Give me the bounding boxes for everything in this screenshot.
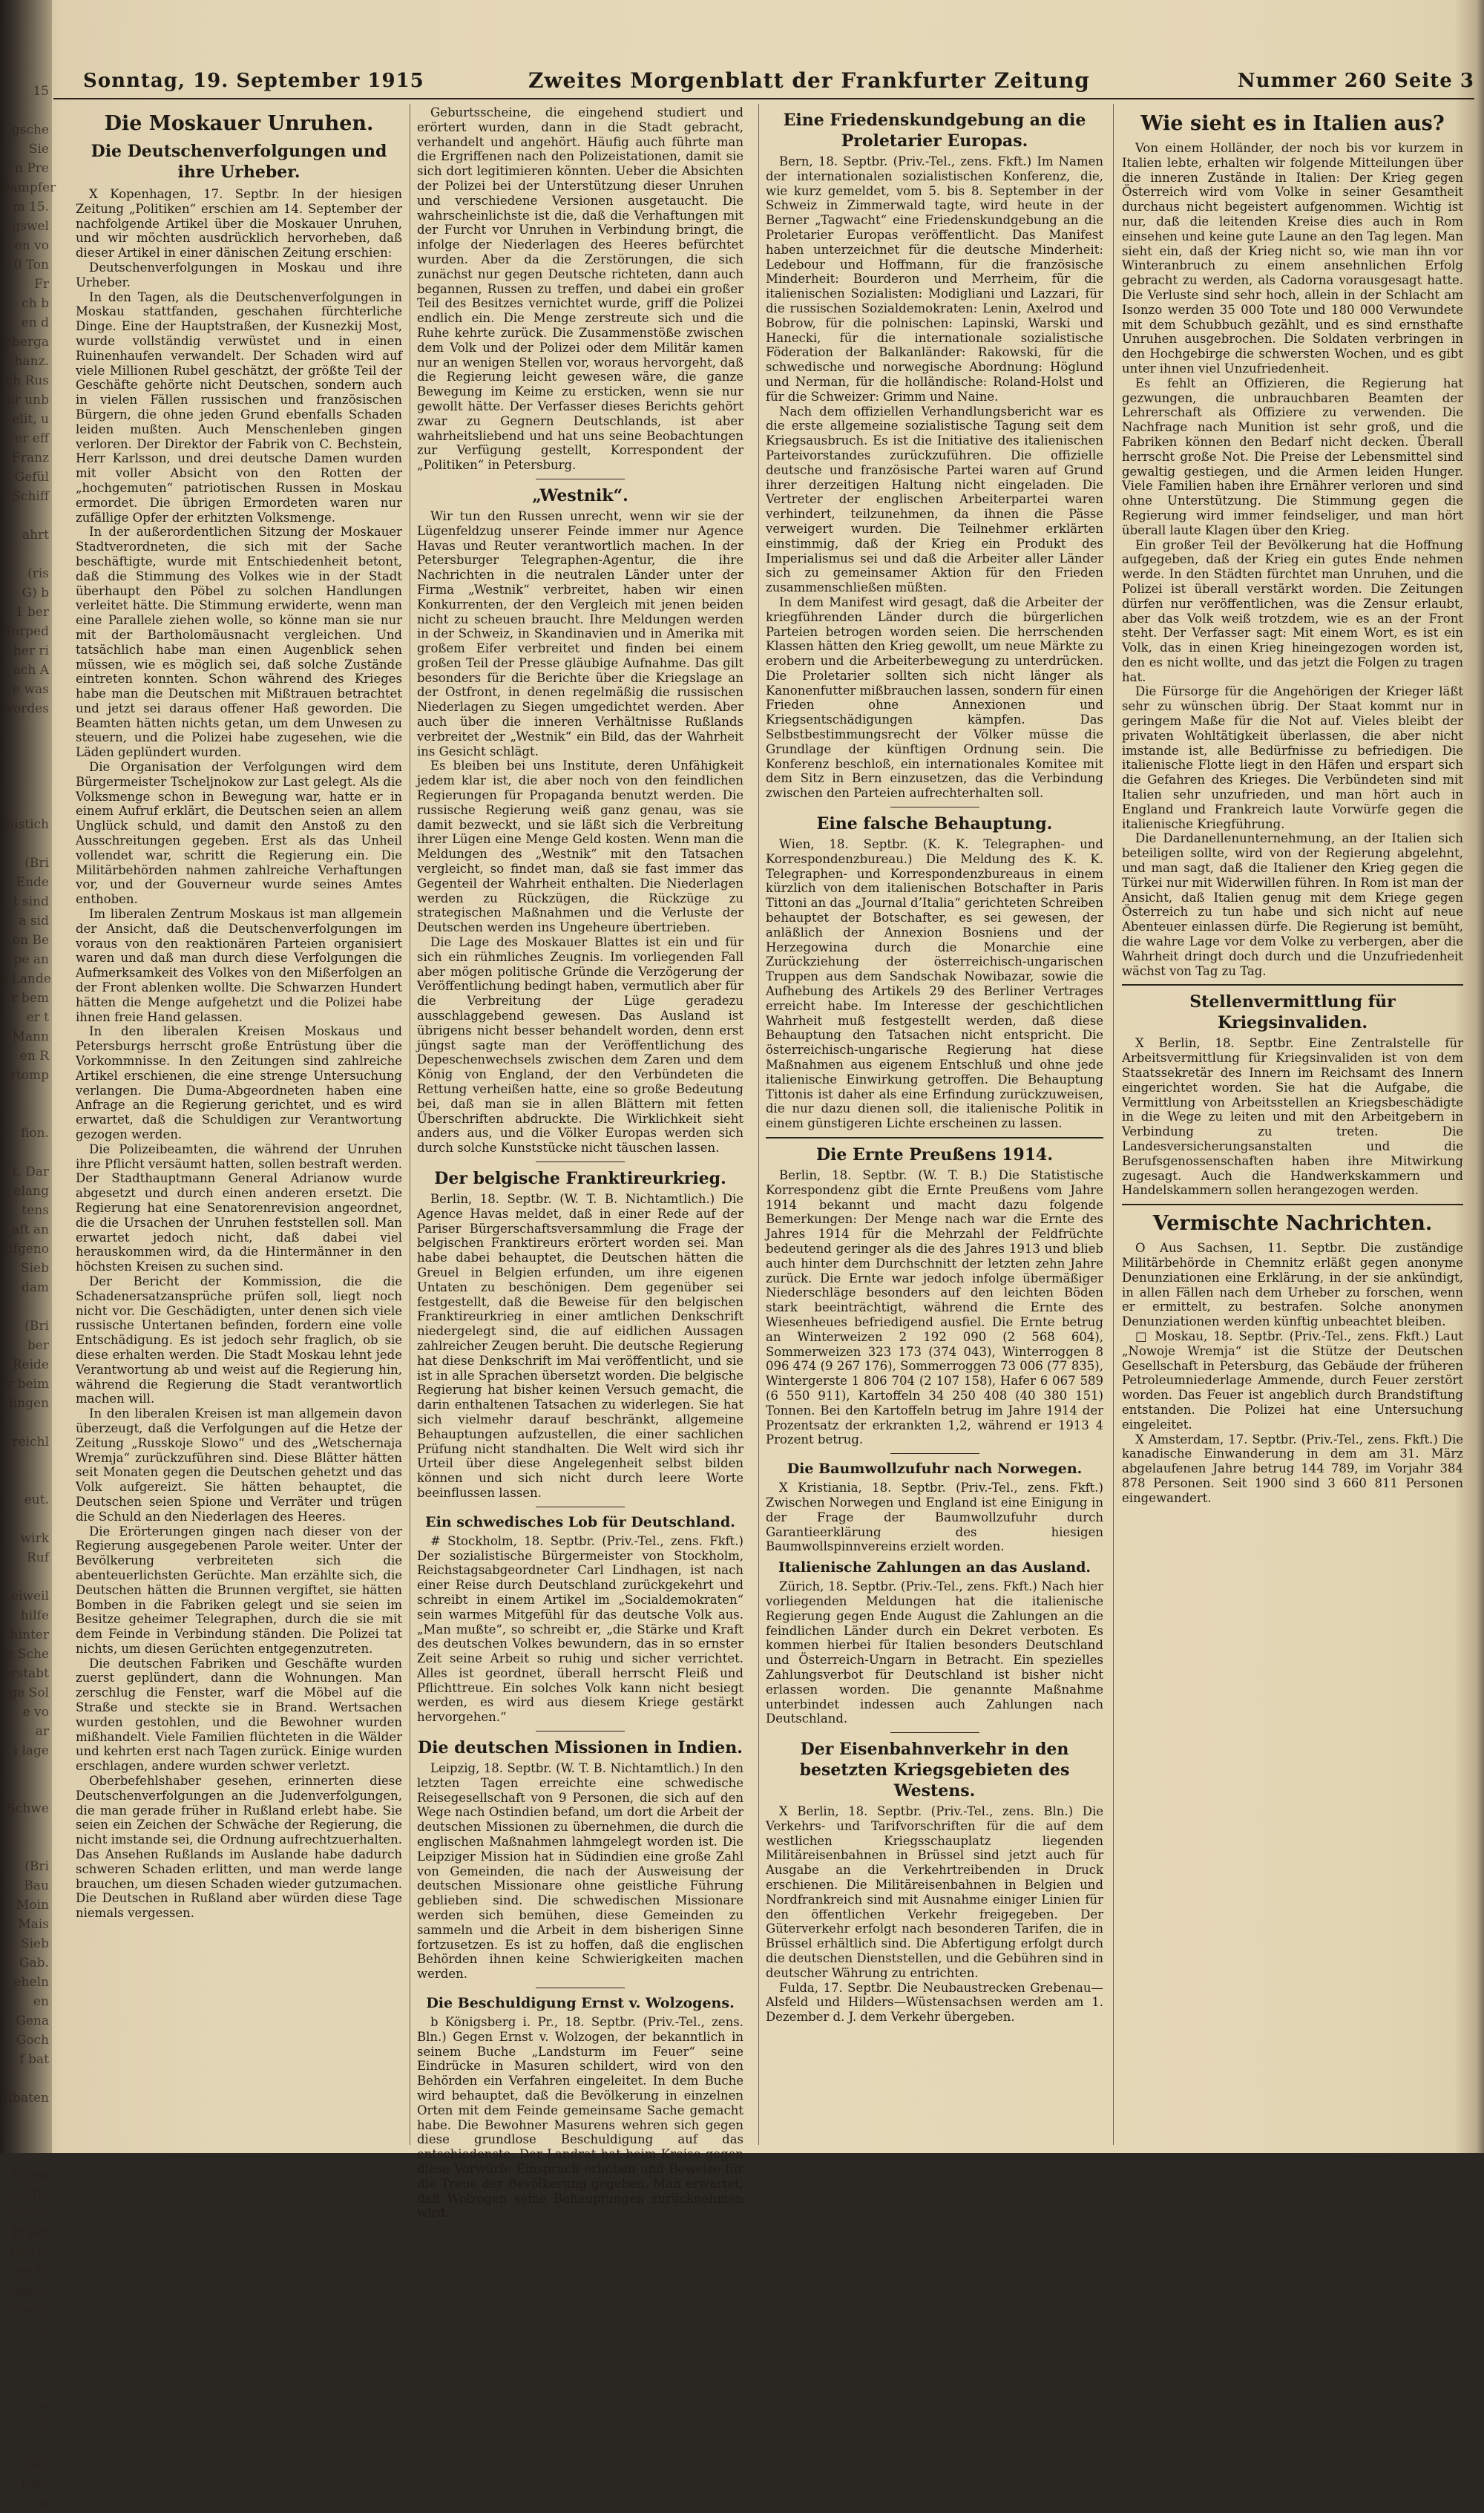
margin-fragment: tens — [22, 1203, 49, 1218]
margin-fragment — [0, 1567, 52, 1587]
column-rule — [1113, 104, 1114, 2145]
margin-fragment: ahrt — [22, 528, 49, 543]
paragraph: X Berlin, 18. Septbr. (Priv.-Tel., zens. Bln.) Die Verkehrs- und Tarifvorschriften für die auf dem westlichen Kriegsschauplatz liegenden Militäreisenbahnen in Brüssel sind jetzt auch für Ausgabe an die Verkehrtreibenden in Druck erschienen. Die Militäreisenbahnen in Belgien und Nordfrankreich sind mit Ausnahme einiger Linien für den öffentlichen Verkehr freigegeben. Der Güterverkehr erfolgt nach besonderen Tarifen, die in Brüssel erhältlich sind. Die Abfertigung erfolgt durch die deutschen Dienststellen, und die Gebühren sind in deutscher Währung zu entrichten. — [766, 1804, 1103, 1980]
article-body-peace — [766, 154, 1103, 801]
margin-fragment: Beten — [11, 2168, 49, 2183]
margin-fragment: lingen — [9, 1396, 49, 1411]
margin-fragment — [0, 2146, 52, 2166]
margin-fragment: eheln — [13, 1975, 49, 1990]
margin-fragment: a sid — [19, 914, 49, 928]
article-title-swedish: Ein schwedisches Lob für Deutschland. — [425, 1513, 735, 1530]
margin-fragment: en vo — [14, 238, 49, 253]
column-rule — [758, 104, 759, 2145]
margin-fragment: on Be — [12, 933, 49, 948]
margin-fragment: eut. — [24, 1493, 49, 1507]
paragraph: In dem Manifest wird gesagt, daß die Arbeiter der kriegführenden Länder durch die bürgerlichen Parteien betrogen worden seien. Die herrschenden Klassen hätten den Krieg gewollt, um neue Märkte zu erobern und die Arbeiterbewegung zu unterdrücken. Die Proletarier sollten sich nicht länger als Kanonenfutter mißbrauchen lassen, sondern für einen Frieden ohne Annexionen und Kriegsentschädigungen kämpfen. Das Selbstbestimmungsrecht der Völker müsse die Grundlage der künftigen Ordnung sein. Die Konferenz beschloß, ein internationales Komitee mit dem Sitz in Bern einzusetzen, das die Verbindung zwischen den Parteien aufrechterhalten soll. — [766, 594, 1103, 801]
article-title-wolzogen: Die Beschuldigung Ernst v. Wolzogens. — [426, 1995, 735, 2012]
margin-fragment: Sie — [28, 142, 49, 157]
article-body-italy — [1122, 141, 1463, 978]
margin-fragment: Bau — [24, 1878, 49, 1893]
margin-fragment: Franz — [12, 450, 49, 465]
margin-fragment — [0, 834, 52, 853]
margin-fragment: Schiff — [12, 489, 49, 504]
paragraph: X Kopenhagen, 17. Septbr. In der hiesigen Zeitung „Politiken“ erschien am 14. September der nachfolgende Artikel über die Moskauer Unruhen, und wir möchten ausdrücklich hervorheben, daß dieser Artikel in einer dänischen Zeitung erschien: — [76, 187, 402, 261]
article-body-moscow — [76, 187, 402, 1921]
margin-fragment: ch Rus — [5, 373, 49, 388]
paragraph: Nach dem offiziellen Verhandlungsbericht war es die erste allgemeine sozialistische Tagung seit dem Kriegsausbruch. Es ist die Initiative des italienischen Parteivorstandes zurückzuführen. Die offizielle deutsche und französische Partei waren auf Grund ihrer derzeitigen Haltung nicht eingeladen. Die Vertreter der englischen Arbeiterpartei waren verhindert, teilzunehmen, da ihnen die Pässe verweigert wurden. Die Teilnehmer erklärten einstimmig, daß der Krieg ein Produkt des Imperialismus sei und daß die Arbeiter aller Länder sich zu gemeinsamer Aktion für den Frieden zusammenschließen müßten. — [766, 404, 1103, 595]
article-title-westnik: „Westnik“. — [532, 485, 628, 505]
margin-fragment: t sind — [13, 894, 49, 909]
paragraph: Bern, 18. Septbr. (Priv.-Tel., zens. Fkft.) Im Namen der internationalen sozialistischen Konferenz, die, wie kurz gemeldet, vom 5. bis 8. September in der Schweiz in Zimmerwald tagte, wird heute in der Berner „Tagwacht“ eine Friedenskundgebung an die Proletarier Europas veröffentlicht. Das Manifest haben unterzeichnet für die deutsche Minderheit: Ledebour und Hoffmann, für die französische Minderheit: Bourderon und Merrheim, für die italienischen Sozialisten: Modigliani und Lazzari, für die russischen Sozialdemokraten: Lenin, Axelrod und Bobrow, für die polnischen: Lapinski, Warski und Hanecki, für die internationale sozialistische Föderation der Balkanländer: Rakowski, für die schwedische und norwegische Abordnung: Höglund und Nerman, für die holländische: Roland-Holst und für die Schweizer: Grimm und Naine. — [766, 154, 1103, 404]
paragraph: Im liberalen Zentrum Moskaus ist man allgemein der Ansicht, daß die Deutschenverfolgungen im voraus von den reaktionären Parteien organisiert waren und daß man durch diese Verfolgungen die Aufmerksamkeit des Volkes von den Mißerfolgen an der Front ablenken wollte. Die Schwarzen Hundert hätten die Menge aufgehetzt und die Polizei habe ihnen freie Hand gelassen. — [76, 907, 402, 1024]
margin-fragment: 1 ber — [15, 605, 49, 620]
paragraph: Es bleiben bei uns Institute, deren Unfähigkeit jedem klar ist, die aber noch von den feindlichen Regierungen für Propaganda benutzt werden. Die russische Regierung weiß ganz genau, was sie damit bezweckt, und sie läßt sich die Verbreitung ihrer Lügen eine Menge Geld kosten. Wenn man die Meldungen des „Westnik“ mit den Tatsachen vergleicht, so findet man, daß sie fast immer das Gegenteil der Wahrheit enthalten. Die Niederlagen werden zu Rückzügen, die Rückzüge zu strategischen Maßnahmen und die Verluste der Deutschen werden ins Ungeheure übertrieben. — [417, 759, 743, 935]
margin-fragment: m 15. — [13, 200, 49, 214]
margin-fragment: elang — [13, 1184, 49, 1199]
margin-fragment: eiweil — [11, 1589, 49, 1604]
margin-fragment: inistich — [1, 817, 49, 832]
article-title-cotton: Die Baumwollzufuhr nach Norwegen. — [787, 1461, 1083, 1478]
page-number: Nummer 260 Seite 3 — [1237, 70, 1474, 92]
margin-fragment: Hierm — [8, 2245, 49, 2260]
margin-fragment: fion. — [21, 1126, 49, 1141]
article-title-missions: Die deutschen Missionen in Indien. — [418, 1738, 743, 1758]
paragraph: Berlin, 18. Septbr. (W. T. B. Nichtamtlich.) Die Agence Havas meldet, daß in einer Rede auf der Pariser Bürgerschaftsversammlung die Frage der belgischen Franktireurs erörtert worden sei. Man habe dabei behauptet, die Deutschen hätten die Greuel in Belgien erfunden, um ihre eigenen Untaten zu beschönigen. Dem gegenüber sei festgestellt, daß die Beweise für den belgischen Franktireurkrieg in einer amtlichen Denkschrift niedergelegt sind, die auf eidlichen Aussagen zahlreicher Zeugen beruht. Die deutsche Regierung hat diese Denkschrift im Mai veröffentlicht, und sie ist in alle Sprachen übersetzt worden. Die belgische Regierung hat bisher keinen Versuch gemacht, die darin enthaltenen Tatsachen zu widerlegen. Sie hat sich vielmehr darauf beschränkt, allgemeine Behauptungen aufzustellen, die einer sachlichen Prüfung nicht standhalten. Die Welt wird sich ihr Urteil über diese Angelegenheit selbst bilden können und sich nicht durch leere Worte beeinflussen lassen. — [417, 1191, 743, 1500]
column-4 — [1122, 105, 1463, 2143]
margin-fragment: G) b — [22, 586, 49, 600]
article-title-italy: Wie sieht es in Italien aus? — [1140, 112, 1445, 135]
paragraph: X Amsterdam, 17. Septbr. (Priv.-Tel., zens. Fkft.) Die kanadische Einwanderung in dem am 31. März abgelaufenen Jahre betrug 144 789, im Vorjahr 384 878 Personen. Seit 1900 sind 3 660 811 Personen eingewandert. — [1122, 1432, 1463, 1505]
margin-fragment — [0, 1780, 52, 1799]
margin-fragment: ufgeno — [4, 1242, 49, 1256]
issue-date: Sonntag, 19. September 1915 — [83, 70, 424, 92]
margin-fragment — [0, 1104, 52, 1124]
margin-fragment: f bat — [19, 2052, 49, 2067]
margin-fragment: hanz. — [14, 354, 49, 369]
margin-fragment: n Pre — [15, 161, 49, 176]
paragraph: In der außerordentlichen Sitzung der Moskauer Stadtverordneten, die sich mit der Sache beschäftigte, wurde mit Entschiedenheit betont, daß die Stimmung des Volkes wie in der Stadt überhaupt den Pöbel zu solchen Handlungen verleitet hätte. Die Stimmung erwiderte, wenn man eine Parallele ziehen wolle, so könne man sie nur mit der Bartholomäusnacht vergleichen. Und tatsächlich habe man einen Augenblick sehen müssen, wie es möglich sei, daß solche Zustände eintreten konnten. Schon während des Krieges habe man die Deutschen mit Mißtrauen betrachtet und jetzt sei daraus offener Haß geworden. Die Beamten hätten nichts getan, um dem Unwesen zu steuern, und die Polizei habe zugesehen, wie die Läden geplündert wurden. — [76, 525, 402, 760]
article-body-moscow-cont — [417, 105, 743, 473]
margin-fragment — [0, 1818, 52, 1838]
paragraph: O Aus Sachsen, 11. Septbr. Die zuständige Militärbehörde in Chemnitz erläßt gegen anonyme Denunziationen eine Erklärung, in der sie ankündigt, in allen Fällen nach dem Urheber zu forschen, wenn er ermittelt, zu bestrafen. Solche anonymen Denunziationen werden künftig unbeachtet bleiben. — [1122, 1241, 1463, 1329]
margin-fragment — [0, 2359, 52, 2378]
margin-fragment: her ri — [13, 643, 49, 658]
column-1 — [76, 105, 402, 2143]
article-body-jobs — [1122, 1036, 1463, 1198]
article-body-swedish — [417, 1534, 743, 1725]
separator — [766, 1137, 1103, 1138]
margin-fragment: (Bri — [24, 856, 49, 871]
margin-fragment — [0, 738, 52, 757]
margin-fragment: Sieb — [20, 1261, 49, 1276]
margin-fragment — [0, 1297, 52, 1317]
margin-fragment: er eff — [15, 431, 49, 446]
separator — [1122, 1204, 1463, 1205]
margin-fragment: e was — [13, 682, 49, 697]
margin-fragment: (ris — [27, 566, 49, 581]
margin-fragment: h — [41, 2419, 49, 2434]
margin-fragment — [0, 1085, 52, 1104]
paragraph: Wir tun den Russen unrecht, wenn wir sie der Lügenfeldzug unserer Feinde immer nur Agence Havas und Reuter verantwortlich machen. In der Petersburger Telegraphen-Agentur, die ihre Nachrichten in die neutralen Länder unter der Firma „Westnik“ verbreitet, haben wir einen Konkurrenten, der den Vergleich mit jenen beiden nicht zu scheuen braucht. Ihre Meldungen werden in der Schweiz, in Skandinavien und in Amerika mit großem Eifer verbreitet und finden bei einem großen Teil der Presse gläubige Aufnahme. Das gilt besonders für die Berichte über die Kriegslage an der Ostfront, in denen regelmäßig die russischen Niederlagen zu Siegen umgedichtet werden. Aber auch über die inneren Verhältnisse Rußlands verbreitet der „Westnik“ ein Bild, das der Wahrheit ins Gesicht schlägt. — [417, 508, 743, 759]
margin-fragment: Torped — [4, 624, 49, 639]
margin-fragment — [0, 506, 52, 525]
margin-fragment: elit, u — [12, 412, 49, 427]
article-body-wolzogen — [417, 2015, 743, 2221]
article-body-misc — [1122, 1241, 1463, 1505]
margin-fragment: Reide — [12, 1357, 49, 1372]
margin-fragment — [0, 545, 52, 564]
margin-fragment: Dampfer — [0, 180, 56, 195]
margin-fragment: ar — [35, 1724, 49, 1739]
margin-fragment: 15 — [33, 84, 49, 99]
paragraph: Von einem Holländer, der noch bis vor kurzem in Italien lebte, erhalten wir folgende Mitteilungen über die inneren Zustände in Italien: Der Krieg gegen Österreich wird vom Volke in seiner Gesamtheit durchaus nicht begeistert aufgenommen. Wichtig ist nur, daß die leitenden Kreise dies auch in Rom einsehen und keine gute Laune an den Tag legen. Man sieht ein, daß der Krieg nicht so, wie man ihn vor Winteranbruch zu einem ansehnlichen Erfolg gebracht zu werden, als Cadorna vorausgesagt hatte. Die Verluste sind sehr hoch, allein in der Schlacht am Isonzo werden 35 000 Tote und 180 000 Verwundete mit dem Schubbuch gezählt, und es sind ernsthafte Unruhen ausgebrochen. Die Soldaten verbringen in den Hochgebirge die schwersten Wochen, und es gibt unter ihnen viel Unzufriedenheit. — [1122, 141, 1463, 376]
margin-fragment: (Bri — [24, 1319, 49, 1334]
margin-fragment: aft an — [12, 1222, 49, 1237]
article-title-moscow: Die Moskauer Unruhen. — [104, 112, 374, 135]
margin-fragment: Schwe — [7, 1801, 49, 1816]
margin-fragment: te Sche — [1, 1647, 49, 1662]
margin-fragment: tsverb — [8, 2303, 49, 2318]
margin-fragment: e vo — [22, 1705, 49, 1720]
margin-fragment — [0, 1452, 52, 1471]
paragraph: Wien, 18. Septbr. (K. K. Telegraphen- und Korrespondenzbureau.) Die Meldung des K. K. Telegraphen- und Korrespondenzbureaus in einem kürzlich von dem italienischen Botschafter in Paris Tittoni an das „Journal d’Italia“ gerichteten Schreiben behauptet der Botschafter, es sei gewesen, der anläßlich der Annexion Bosniens und der Herzegowina durch die Monarchie eine Zurückziehung der österreichisch-ungarischen Truppen aus dem Sandschak Nowibazar, sowie die Aufhebung des Artikels 29 des Berliner Vertrages erreicht habe. Im Interesse der geschichtlichen Wahrheit muß festgestellt werden, daß diese Behauptung den Tatsachen nicht entspricht. Die österreichisch-ungarische Regierung hat diese Maßnahmen aus eigenem Entschluß und ohne jede italienische Einwirkung getroffen. Die Behauptung Tittonis ist daher als eine Erfindung zurückzuweisen, die nur dazu dienen soll, die italienische Politik in einem günstigeren Lichte erscheinen zu lassen. — [766, 837, 1103, 1131]
margin-fragment: Goch — [16, 2033, 49, 2048]
margin-fragment: reichl — [12, 1435, 49, 1449]
margin-fragment: er t — [26, 1010, 49, 1025]
paragraph: In den liberalen Kreisen ist man allgemein davon überzeugt, daß die Verfolgungen auf die Hetze der Zeitung „Russkoje Slowo“ und des „Wetschernaja Wremja“ zurückzuführen sind. Diese Blätter hätten seit Monaten gegen die Deutschen gehetzt und das Volk aufgereizt. Sie hätten behauptet, die Deutschen seien Spione und Verräter und trügen die Schuld an den Niederlagen des Heeres. — [76, 1406, 402, 1524]
margin-fragment: ge Sol — [9, 1685, 49, 1700]
paragraph: X Kristiania, 18. Septbr. (Priv.-Tel., zens. Fkft.) Zwischen Norwegen und England ist eine Einigung in der Frage der Baumwollzufuhr durch Garantieerklärung des hiesigen Baumwollspinnvereins erzielt worden. — [766, 1481, 1103, 1554]
margin-fragment: Gab. — [19, 1956, 49, 1970]
margin-fragment — [0, 2378, 52, 2397]
margin-fragment — [0, 1143, 52, 1162]
margin-fragment: mittla — [11, 2187, 49, 2202]
paragraph: Berlin, 18. Septbr. (W. T. B.) Die Statistische Korrespondenz gibt die Ernte Preußens vom Jahre 1914 bekannt und macht dazu folgende Bemerkungen: Der Menge nach war die Ernte des Jahres 1914 für die Mehrzahl der Feldfrüchte bedeutend geringer als die des Jahres 1913 und blieb auch hinter dem Durchschnitt der letzten zehn Jahre zurück. Die Ernte war jedoch infolge übermäßiger Niederschläge besonders auf den leichten Böden stark beeinträchtigt, während die Ernte des Wiesenheues befriedigend ausfiel. Die Ernte betrug an Winterweizen 2 192 090 (2 568 604), Sommerweizen 323 173 (374 043), Winterroggen 8 096 474 (9 267 176), Sommerroggen 73 006 (77 835), Wintergerste 1 806 704 (2 107 158), Hafer 6 067 589 (6 550 911), Kartoffeln 34 250 408 (40 380 151) Tonnen. Bei den Kartoffeln betrug im Jahre 1914 der Prozentsatz der erkrankten 1,2, während er 1913 4 Prozent betrug. — [766, 1168, 1103, 1447]
margin-fragment — [0, 1510, 52, 1529]
paragraph: In den liberalen Kreisen Moskaus und Petersburgs herrscht große Entrüstung über die Vorkommnisse. In den Zeitungen sind zahlreiche Artikel erschienen, die eine strenge Untersuchung verlangen. Die Duma-Abgeordneten haben eine Anfrage an die Regierung gerichtet, und es wird erwartet, daß die Schuldigen zur Verantwortung gezogen werden. — [76, 1024, 402, 1141]
margin-fragment: 0 Ton — [13, 258, 49, 272]
paragraph: Die Polizeibeamten, die während der Unruhen ihre Pflicht versäumt hatten, sollen bestraft werden. Der Stadthauptmann General Adrianow wurde abgesetzt und durch einen anderen ersetzt. Die Regierung hat eine Senatorenrevision angeordnet, die die Ursachen der Unruhen feststellen soll. Man erwartet jedoch nicht, daß dabei viel herauskommen wird, da die Hintermänner in den höchsten Kreisen zu suchen sind. — [76, 1141, 402, 1274]
margin-fragment: en — [33, 1994, 49, 2009]
margin-fragment: Ieruch — [7, 2206, 49, 2221]
margin-fragment: Ende — [16, 875, 49, 890]
margin-fragment — [0, 796, 52, 815]
margin-fragment — [0, 2436, 52, 2455]
margin-fragment — [0, 1413, 52, 1432]
margin-fragment: Gor — [25, 2457, 49, 2472]
margin-fragment: n — [41, 2322, 49, 2337]
paragraph: Die Dardanellenunternehmung, an der Italien sich beteiligen sollte, wird von der Regierung abgelehnt, und man sagt, daß die Italiener den Krieg gegen die Türkei nur mit Widerwillen führen. In Rom ist man der Ansicht, daß Italien genug mit dem Kriege gegen Österreich zu tun habe und sich nicht auf neue Abenteuer einlassen dürfe. Die Regierung ist bemüht, die wahre Lage vor dem Volke zu verbergen, aber die Wahrheit dringt doch durch und die Unzufriedenheit wächst von Tag zu Tag. — [1122, 831, 1463, 978]
paragraph: Deutschenverfolgungen in Moskau und ihre Urheber. — [76, 260, 402, 289]
margin-fragment: wirk — [20, 1531, 49, 1546]
article-title-false-claim: Eine falsche Behauptung. — [816, 814, 1053, 834]
paragraph: Oberbefehlshaber gesehen, erinnerten diese Deutschenverfolgungen an die Judenverfolgungen, die man gerade früher in Rußland erlebt habe. Sie seien ein Zeichen der Schwäche der Regierung, die nicht imstande sei, die Ordnung aufrechtzuerhalten. Das Ansehen Rußlands im Auslande habe dadurch schweren Schaden erlitten, und man werde lange brauchen, um diesen Schaden wieder gutzumachen. Die Deutschen in Rußland aber würden diese Tage niemals vergessen. — [76, 1774, 402, 1921]
margin-fragment: e Lande — [0, 972, 51, 986]
margin-fragment — [0, 776, 52, 796]
newspaper-page — [53, 68, 1474, 2221]
article-body-belgian — [417, 1192, 743, 1501]
margin-fragment: Gefül — [14, 470, 49, 485]
article-title-harvest: Die Ernte Preußens 1914. — [815, 1145, 1054, 1164]
separator — [890, 1453, 979, 1454]
paragraph: Die Organisation der Verfolgungen wird dem Bürgermeister Tscheljnokow zur Last gelegt. Als die Volksmenge schon in Bewegung war, hatte er in einem Aufruf erklärt, die Deutschen seien an allem Unglück schuld, und damit den Anstoß zu den Ausschreitungen gegeben. Erst als das Unheil vollendet war, schritt die Regierung ein. Die Militärbehörden nahmen zahlreiche Verhaftungen vor, und der Gouverneur wurde seines Amtes enthoben. — [76, 760, 402, 907]
column-2 — [417, 105, 743, 2221]
paragraph: X Berlin, 18. Septbr. Eine Zentralstelle für Arbeitsvermittlung für Kriegsinvaliden ist von dem Staatssekretär des Innern im Reichsamt des Innern eingerichtet worden. Sie hat die Aufgabe, die Vermittlung von Arbeitsstellen an Kriegsbeschädigte in die Wege zu leiten und mit den Arbeitgebern in Verbindung zu treten. Die Landesversicherungsanstalten und die Berufsgenossenschaften haben ihre Mitwirkung zugesagt. Auch die Handwerkskammern und Handelskammern sollen herangezogen werden. — [1122, 1036, 1463, 1198]
margin-fragment: r bem — [11, 991, 49, 1006]
margin-fragment: ber — [27, 1338, 49, 1353]
left-page-edge — [0, 82, 56, 2511]
margin-fragment: Ruf — [26, 1550, 49, 1565]
article-subtitle-moscow: Die Deutschenverfolgungen und ihre Urheber. — [91, 142, 387, 182]
article-title-jobs: Stellenvermittlung für Kriegsinvaliden. — [1189, 992, 1396, 1033]
paragraph: □ Moskau, 18. Septbr. (Priv.-Tel., zens. Fkft.) Laut „Nowoje Wremja“ ist die Stütze der Deutschen Gesellschaft in Petersburg, das Gebäude der früheren Petroleumniederlage Ammende, durch Feuer zerstört worden. Das Feuer ist angeblich durch Brandstiftung entstanden. Die Polizei hat eine Untersuchung eingeleitet. — [1122, 1328, 1463, 1432]
paragraph: Die Fürsorge für die Angehörigen der Krieger läßt sehr zu wünschen übrig. Der Staat kommt nur in geringem Maße für die Not auf. Vieles bleibt der privaten Wohltätigkeit überlassen, die aber nicht imstande ist, alle Bedürfnisse zu befriedigen. Die italienische Flotte liegt in den Häfen und erspart sich die Gefahren des Krieges. Die Verbündeten sind mit Italien sehr unzufrieden, und man hört auch in England und Frankreich laute Vorwürfe gegen die italienische Kriegführung. — [1122, 684, 1463, 831]
paragraph: Es fehlt an Offizieren, die Regierung hat gezwungen, die unbrauchbaren Beamten der Lehrerschaft als Offiziere zu verwenden. Die Nachfrage nach Munition ist sehr groß, und die Fabriken können den Bedarf nicht decken. Überall herrscht große Not. Die Preise der Lebensmittel sind gewaltig gestiegen, und die Armen leiden Hunger. Viele Familien haben ihre Ernährer verloren und sind ohne Unterstützung. Die Stimmung gegen die Regierung wird immer feindseliger, und man hört überall laute Klagen über den Krieg. — [1122, 376, 1463, 537]
article-title-belgian: Der belgische Franktireurkrieg. — [434, 1168, 726, 1188]
margin-fragment — [0, 2069, 52, 2088]
paragraph: Geburtsscheine, die eingehend studiert und erörtert wurden, dann in die Stadt gebracht, verhandelt und angehört. Häufig auch führte man die Ergriffenen nach den Polizeistationen, damit sie sich dort legitimieren könnten. Ueber die Absichten der Polizei bei der Unterstützung dieser Unruhen und verschiedene Versionen ausgetaucht. Die wahrscheinlichste ist die, daß die Verhaftungen mit der Furcht vor Unruhen in Verbindung bringt, die infolge der Niederlagen des Heeres befürchtet wurden. Aber da die Zerstörungen, die sich zunächst nur gegen Deutsche richteten, dann auch begannen, Russen zu treffen, und dabei ein großer Teil des Besitzes vernichtet wurde, griff die Polizei endlich ein. Die Menge zerstreute sich und die Ruhe kehrte zurück. Die Zusammenstöße zwischen dem Volk und der Polizei oder dem Militär kamen nur an wenigen Stellen vor, woraus hervorgeht, daß die Regierung leicht gewesen wäre, die ganze Bewegung im Keime zu ersticken, wenn sie nur gewollt hätte. Der Verfasser dieses Berichts gehört zwar zu Gegnern Deutschlands, ist aber wahrheitsliebend und hat uns seine Beobachtungen zur Verfügung gestellt, Korrespondent der „Politiken“ in Petersburg. — [417, 105, 743, 473]
margin-fragment: hen. — [21, 2477, 49, 2491]
margin-fragment — [0, 757, 52, 776]
article-body-missions — [417, 1761, 743, 1982]
margin-fragment: erstabt — [3, 1666, 49, 1681]
article-title-railways: Der Eisenbahnverkehr in den besetzten Kriegsgebieten des Westens. — [799, 1740, 1070, 1801]
separator — [1122, 984, 1463, 986]
paragraph: Der Bericht der Kommission, die die Schadenersatzansprüche prüfen soll, liegt noch nicht vor. Die Geschädigten, unter denen sich viele russische Untertanen befinden, fordern eine volle Entschädigung. Es ist jedoch sehr fraglich, ob sie diese erhalten werden. Die Stadt Moskau lehnt jede Verantwortung ab und weist auf die Regierung hin, während die Regierung die Stadt verantwortlich machen will. — [76, 1274, 402, 1406]
margin-fragment: t. Dar — [12, 1164, 49, 1179]
margin-fragment: ach A — [13, 663, 49, 678]
paragraph: Fulda, 17. Septbr. Die Neubaustrecken Grebenau—Alsfeld und Hilders—Wüstensachsen werden am 1. Dezember d. J. dem Verkehr übergeben. — [766, 1980, 1103, 2025]
margin-fragment: esen u — [7, 2284, 49, 2299]
article-body-italy-payments — [766, 1579, 1103, 1726]
margin-fragment: Ingen — [12, 2226, 49, 2241]
margin-fragment: hinter — [10, 1628, 49, 1642]
margin-fragment — [0, 2127, 52, 2146]
margin-fragment: hilfe — [20, 1608, 49, 1623]
margin-fragment: rtomp — [10, 1068, 49, 1083]
separator — [890, 1732, 979, 1733]
margin-fragment: ige W — [12, 2264, 49, 2279]
margin-fragment — [0, 1760, 52, 1780]
margin-fragment: Fr — [34, 277, 49, 292]
paragraph: Die Erörterungen gingen nach dieser von der Regierung ausgegebenen Parole weiter. Unter der Bevölkerung verbreiteten sich die abenteuerlichsten Gerüchte. Man erzählte sich, die Deutschen hätten die Brunnen vergiftet, sie hätten Bomben in die Fabriken gelegt und sie seien im Besitze geheimer Telegraphen, durch die sie mit dem Feinde in Verbindung ständen. Die Polizei tat nichts, um diesen Gerüchten entgegenzutreten. — [76, 1524, 402, 1656]
paragraph: Die deutschen Fabriken und Geschäfte wurden zuerst geplündert, dann die Wohnungen. Man zerschlug die Fenster, warf die Möbel auf die Straße und steckte sie in Brand. Wertsachen wurden gestohlen, und die Bewohner wurden mißhandelt. Viele Familien flüchteten in die Wälder und kehrten erst nach Tagen zurück. Einige wurden erschlagen, andere wurden schwer verletzt. — [76, 1656, 402, 1774]
margin-fragment: pe an — [13, 952, 49, 967]
paragraph: In den Tagen, als die Deutschenverfolgungen in Moskau stattfanden, geschahen fürchterliche Dinge. Eine der Hauptstraßen, der Kusnezkij Most, wurde vollständig verwüstet und in einen Ruinenhaufen verwandelt. Der Schaden wird auf viele Millionen Rubel geschätzt, der größte Teil der Geschäfte gehörte nicht Deutschen, sondern auch in vielen Fällen russischen und französischen Bürgern, die ohne jeden Grund ebenfalls Schaden leiden mußten. Auch Menschenleben gingen verloren. Der Direktor der Fabrik von C. Bechstein, Herr Karlsson, und drei deutsche Damen wurden mit voller Absicht von den Rotten der „hochgemuten“ patriotischen Russen in Moskau ermordet. Die übrigen Ermordeten waren nur zufällige Opfer der erhitzten Volksmenge. — [76, 289, 402, 525]
article-body-harvest — [766, 1168, 1103, 1447]
column-3 — [766, 105, 1103, 2143]
margin-fragment: gsche — [11, 122, 49, 137]
page-header — [53, 68, 1474, 99]
margin-fragment: gswel — [12, 219, 49, 234]
margin-fragment — [0, 2108, 52, 2127]
margin-fragment: wordes — [2, 701, 49, 716]
margin-fragment: e — [41, 2399, 49, 2414]
article-body-false-claim — [766, 837, 1103, 1131]
margin-fragment: ch b — [22, 296, 49, 311]
paragraph: b Königsberg i. Pr., 18. Septbr. (Priv.-Tel., zens. Bln.) Gegen Ernst v. Wolzogen, der bekanntlich in seinem Buche „Landsturm im Feuer“ seine Eindrücke in Masuren schildert, wird von den Behörden ein Verfahren eingeleitet. In dem Buche wird behauptet, daß die Bevölkerung in einzelnen Orten mit dem Feinde gemeinsame Sache gemacht habe. Die Bewohner Masurens wehren sich gegen diese grundlose Beschuldigung auf das entschiedenste. Der Landrat hat beim Kreise gegen diese Vorwürfe Einspruch erhoben und Beweise für die Treue der Bevölkerung gegeben. Man erwartet, daß Wolzogen seine Behauptungen zurücknehmen wird. — [417, 2015, 743, 2221]
margin-fragment: i lage — [13, 1743, 49, 1758]
paragraph: Leipzig, 18. Septbr. (W. T. B. Nichtamtlich.) In den letzten Tagen erreichte eine schwedische Reisegesellschaft von 9 Personen, die sich auf den Wege nach Ostindien befand, um dort die Arbeit der deutschen Missionen zu übernehmen, die durch die englischen Maßnahmen lahmgelegt worden ist. Die Leipziger Mission hat in Südindien eine große Zahl von Gemeinden, die nach der Ausweisung der deutschen Missionare ohne geistliche Führung geblieben sind. Die schwedischen Missionare werden sich bemühen, diese Gemeinden zu sammeln und die Arbeit in dem bisherigen Sinne fortzusetzen. Es ist zu hoffen, daß die englischen Behörden ihnen keine Schwierigkeiten machen werden. — [417, 1761, 743, 1982]
article-body-westnik — [417, 509, 743, 1156]
margin-fragment: (Bri — [24, 1859, 49, 1874]
paragraph: Zürich, 18. Septbr. (Priv.-Tel., zens. Fkft.) Nach hier vorliegenden Meldungen hat die italienische Regierung gegen Ende August die Zahlungen an die feindlichen Länder durch ein Dekret verboten. Es kommen hierbei für Italien besonders Deutschland und Österreich-Ungarn in Betracht. Ein spezielles Zahlungsverbot für Deutschland ist bisher nicht erlassen worden. Die genannte Maßnahme unterbindet indessen auch Zahlungen nach Deutschland. — [766, 1579, 1103, 1726]
article-body-cotton — [766, 1481, 1103, 1554]
margin-fragment: Sieb — [20, 1936, 49, 1951]
paragraph: Die Lage des Moskauer Blattes ist ein und für sich ein rühmliches Zeugnis. Im vorliegenden Fall aber mögen politische Gründe die Verzögerung der Veröffentlichung bedingt haben, vermutlich aber für die Verbreitung der Lüge geradezu ausschlaggebend gewesen. Das Ausland ist übrigens nicht besser behandelt worden, denn erst jüngst sagte man der Veröffentlichung des Depeschenwechsels zwischen dem Zaren und dem König von England, der den Verbündeten die Rettung verheißen hatte, eine so große Bedeutung bei, daß man sie in allen Blättern mit fetten Überschriften abdruckte. Die Wirklichkeit sieht anders aus, und die Völker Europas werden sich durch solche Kunststücke nicht täuschen lassen. — [417, 935, 743, 1156]
margin-fragment: en d — [21, 315, 49, 330]
margin-fragment: Moin — [16, 1898, 49, 1913]
margin-fragment: eberga — [4, 335, 49, 350]
margin-fragment: dam — [21, 1280, 49, 1295]
margin-fragment: er beim — [0, 1377, 50, 1392]
section-title-misc: Vermischte Nachrichten. — [1152, 1212, 1433, 1236]
margin-fragment: Mais — [18, 1917, 49, 1932]
margin-fragment: a — [41, 2496, 49, 2511]
paragraph: # Stockholm, 18. Septbr. (Priv.-Tel., zens. Fkft.) Der sozialistische Bürgermeister von Stockholm, Reichstagsabgeordneter Carl Lindhagen, ist nach einer Reise durch Deutschland zurückgekehrt und schreibt in einem Artikel im „Socialdemokraten“ sein warmes Mitgefühl für das deutsche Volk aus. „Man mußte“, so schreibt er, „die Stärke und Kraft des deutschen Volkes bewundern, das in so ernster Zeit seine Arbeit so ruhig und sicher verrichtet. Alles ist geordnet, überall herrscht Fleiß und Pflichttreue. Ein solches Volk kann nicht besiegt werden, es wird aus diesem Kriege gestärkt hervorgehen.“ — [417, 1533, 743, 1725]
margin-fragment: en R — [19, 1049, 49, 1064]
margin-fragment — [0, 101, 52, 120]
margin-fragment: ifbaten — [4, 2091, 49, 2106]
article-title-italy-payments: Italienische Zahlungen an das Ausland. — [778, 1559, 1091, 1576]
margin-fragment — [0, 1838, 52, 1857]
article-title-peace: Eine Friedenskundgebung an die Proletarier Europas. — [783, 111, 1086, 151]
margin-fragment: Gena — [16, 2014, 49, 2028]
margin-fragment — [0, 2339, 52, 2359]
margin-fragment — [0, 1471, 52, 1490]
margin-fragment: ur unb — [6, 393, 49, 407]
margin-fragment: Mann — [12, 1029, 49, 1044]
masthead: Zweites Morgenblatt der Frankfurter Zeitung — [528, 68, 1090, 93]
margin-fragment — [0, 718, 52, 738]
article-body-railways — [766, 1804, 1103, 2025]
paragraph: Ein großer Teil der Bevölkerung hat die Hoffnung aufgegeben, daß der Krieg ein gutes Ende nehmen werde. In den Städten fürchtet man Unruhen, und die Polizei ist überall verstärkt worden. Die Zeitungen dürfen nur veröffentlichen, was die Zensur erlaubt, aber das Volk weiß trotzdem, wie es an der Front steht. Der Verfasser sagt: Mit einem Wort, es ist ein Volk, das in einen Krieg hineingezogen worden ist, den es nicht wollte, und das jetzt die Folgen zu tragen hat. — [1122, 537, 1463, 684]
